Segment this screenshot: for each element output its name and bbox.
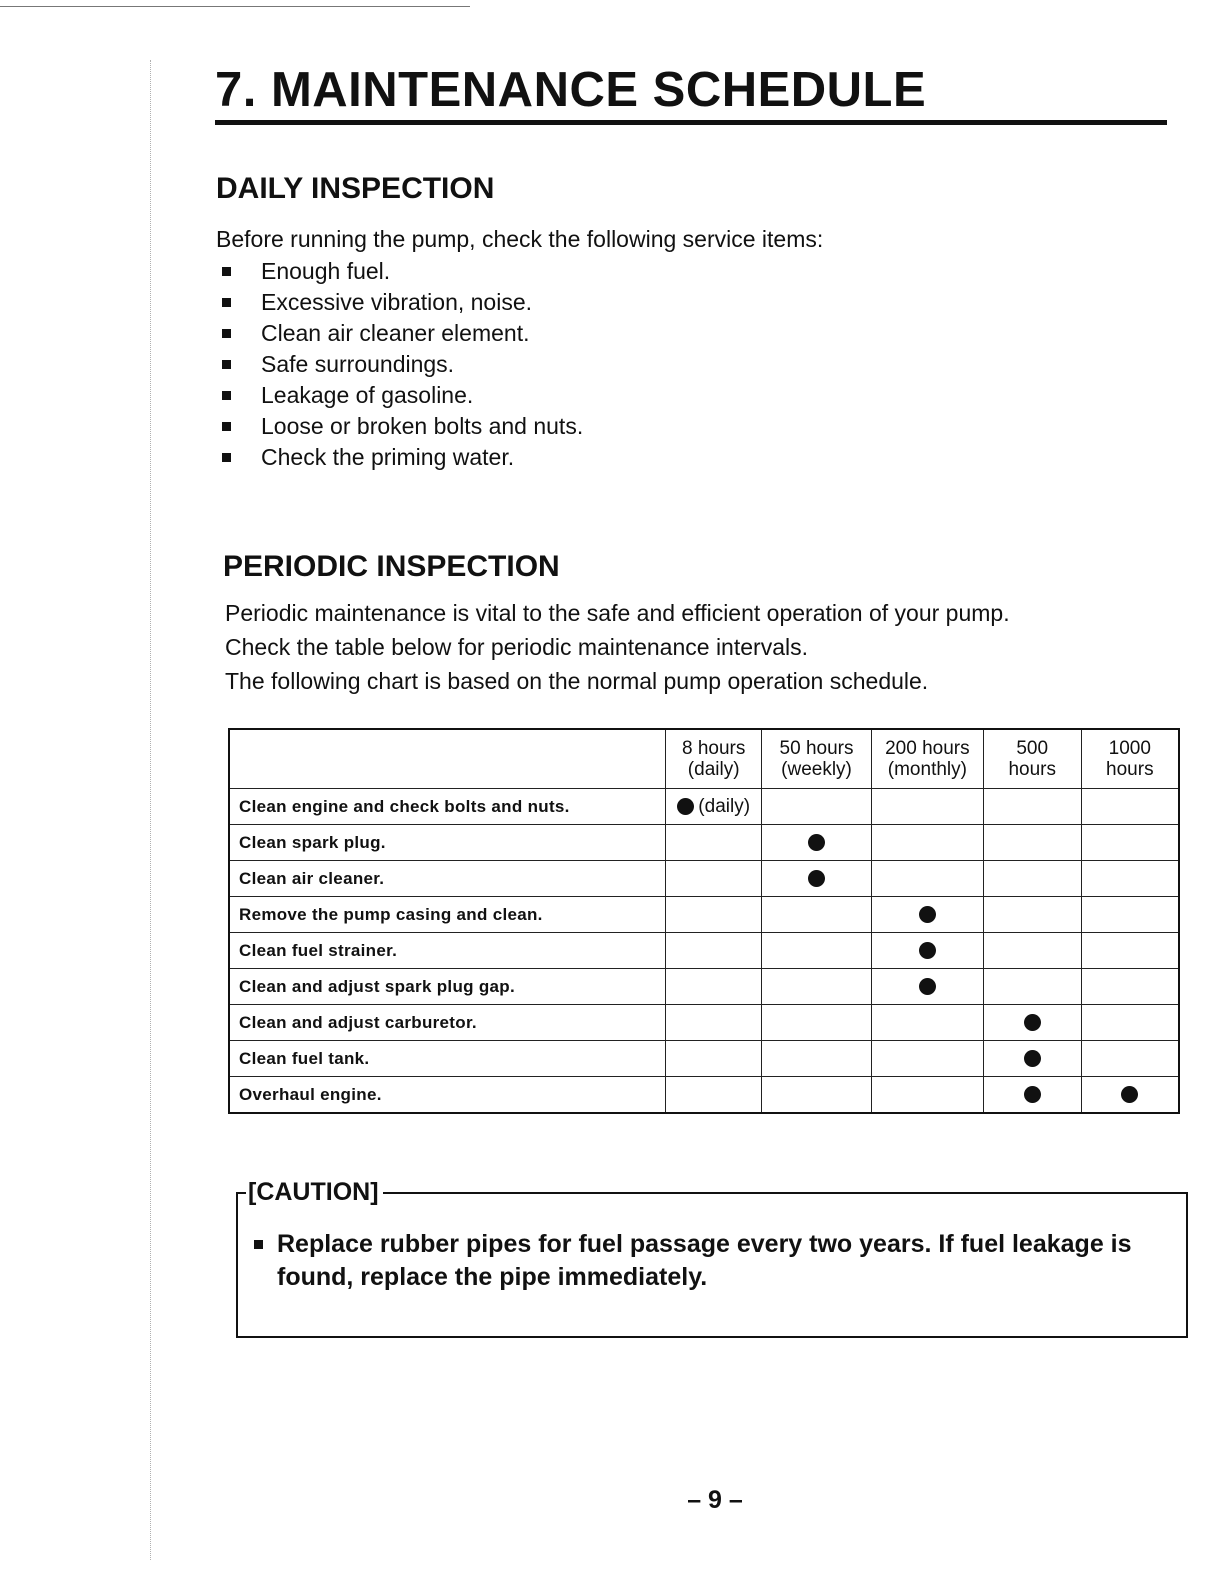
task-label: Remove the pump casing and clean. bbox=[229, 897, 666, 933]
check-dot-icon bbox=[808, 834, 825, 851]
interval-cell bbox=[762, 933, 872, 969]
interval-cell bbox=[871, 861, 983, 897]
list-item-text: Enough fuel. bbox=[261, 258, 391, 284]
table-header-interval: 200 hours (monthly) bbox=[871, 729, 983, 789]
list-item-text: Leakage of gasoline. bbox=[261, 382, 474, 408]
interval-cell bbox=[666, 861, 762, 897]
bullet-square-icon bbox=[222, 267, 231, 276]
check-dot-icon bbox=[919, 906, 936, 923]
task-label: Clean engine and check bolts and nuts. bbox=[229, 789, 666, 825]
scan-top-rule bbox=[0, 6, 470, 7]
check-dot-icon bbox=[808, 870, 825, 887]
list-item-text: Safe surroundings. bbox=[261, 351, 455, 377]
interval-cell bbox=[871, 1041, 983, 1077]
interval-cell bbox=[666, 1077, 762, 1114]
daily-inspection-list bbox=[218, 256, 583, 473]
check-dot-icon bbox=[1121, 1086, 1138, 1103]
table-row bbox=[229, 1041, 1179, 1077]
bullet-square-icon bbox=[222, 329, 231, 338]
caution-text: Replace rubber pipes for fuel passage every two years. If fuel leakage is found, replace the pipe immediately. bbox=[277, 1230, 1132, 1291]
interval-note: (daily) bbox=[698, 795, 751, 817]
list-item-text: Excessive vibration, noise. bbox=[261, 289, 533, 315]
interval-cell bbox=[983, 1041, 1081, 1077]
interval-cell bbox=[983, 825, 1081, 861]
interval-cell bbox=[1081, 1041, 1179, 1077]
check-dot-icon bbox=[1024, 1050, 1041, 1067]
interval-cell bbox=[666, 969, 762, 1005]
list-item-text: Loose or broken bolts and nuts. bbox=[261, 413, 584, 439]
task-label: Clean spark plug. bbox=[229, 825, 666, 861]
periodic-inspection-line-2: Check the table below for periodic maintenance intervals. bbox=[225, 634, 808, 660]
interval-cell bbox=[983, 1077, 1081, 1114]
interval-cell bbox=[762, 1041, 872, 1077]
list-item bbox=[218, 411, 583, 442]
interval-cell bbox=[871, 825, 983, 861]
check-dot-icon bbox=[919, 942, 936, 959]
table-row bbox=[229, 933, 1179, 969]
task-label: Overhaul engine. bbox=[229, 1077, 666, 1114]
interval-cell bbox=[983, 861, 1081, 897]
interval-cell bbox=[666, 825, 762, 861]
task-label: Clean and adjust carburetor. bbox=[229, 1005, 666, 1041]
interval-cell bbox=[762, 825, 872, 861]
interval-cell bbox=[1081, 1077, 1179, 1114]
table-row bbox=[229, 825, 1179, 861]
list-item bbox=[218, 349, 583, 380]
list-item bbox=[218, 256, 583, 287]
table-row bbox=[229, 1005, 1179, 1041]
interval-cell bbox=[762, 789, 872, 825]
list-item bbox=[218, 287, 583, 318]
table-header-task bbox=[229, 729, 666, 789]
periodic-inspection-heading: PERIODIC INSPECTION bbox=[223, 550, 560, 583]
interval-cell bbox=[762, 897, 872, 933]
interval-cell bbox=[871, 1077, 983, 1114]
daily-inspection-intro: Before running the pump, check the following service items: bbox=[216, 226, 824, 252]
list-item-text: Check the priming water. bbox=[261, 444, 515, 470]
interval-cell bbox=[871, 933, 983, 969]
interval-cell bbox=[666, 897, 762, 933]
interval-cell bbox=[1081, 1005, 1179, 1041]
table-row bbox=[229, 897, 1179, 933]
interval-cell bbox=[666, 933, 762, 969]
interval-cell bbox=[666, 789, 762, 825]
periodic-inspection-line-1: Periodic maintenance is vital to the safe and efficient operation of your pump. bbox=[225, 600, 1010, 626]
bullet-square-icon bbox=[222, 298, 231, 307]
page-number: – 9 – bbox=[687, 1486, 743, 1514]
table-header-row bbox=[229, 729, 1179, 789]
table-row bbox=[229, 789, 1179, 825]
check-dot-icon bbox=[1024, 1014, 1041, 1031]
table-header-interval: 500 hours bbox=[983, 729, 1081, 789]
bullet-square-icon bbox=[254, 1240, 263, 1249]
interval-cell bbox=[762, 861, 872, 897]
interval-cell bbox=[666, 1005, 762, 1041]
check-dot-icon bbox=[919, 978, 936, 995]
interval-cell bbox=[1081, 933, 1179, 969]
daily-inspection-heading: DAILY INSPECTION bbox=[216, 172, 495, 205]
bullet-square-icon bbox=[222, 422, 231, 431]
caution-label: [CAUTION] bbox=[246, 1178, 383, 1207]
periodic-inspection-line-3: The following chart is based on the normal pump operation schedule. bbox=[225, 668, 929, 694]
interval-cell bbox=[983, 969, 1081, 1005]
bullet-square-icon bbox=[222, 453, 231, 462]
task-label: Clean fuel strainer. bbox=[229, 933, 666, 969]
interval-cell bbox=[871, 789, 983, 825]
table-row bbox=[229, 861, 1179, 897]
bullet-square-icon bbox=[222, 360, 231, 369]
title-underline bbox=[215, 120, 1167, 125]
interval-cell bbox=[1081, 789, 1179, 825]
bullet-square-icon bbox=[222, 391, 231, 400]
interval-cell bbox=[871, 1005, 983, 1041]
caution-box bbox=[236, 1178, 1188, 1338]
table-header-interval: 1000 hours bbox=[1081, 729, 1179, 789]
maintenance-schedule-table bbox=[228, 728, 1180, 1114]
scan-left-edge bbox=[150, 60, 151, 1560]
interval-cell bbox=[762, 969, 872, 1005]
task-label: Clean and adjust spark plug gap. bbox=[229, 969, 666, 1005]
list-item bbox=[218, 442, 583, 473]
check-dot-icon bbox=[677, 798, 694, 815]
list-item bbox=[218, 380, 583, 411]
page-title: 7. MAINTENANCE SCHEDULE bbox=[215, 63, 927, 117]
list-item bbox=[218, 318, 583, 349]
interval-cell bbox=[983, 789, 1081, 825]
interval-cell bbox=[983, 897, 1081, 933]
interval-cell bbox=[1081, 897, 1179, 933]
table-row bbox=[229, 969, 1179, 1005]
table-header-interval: 8 hours (daily) bbox=[666, 729, 762, 789]
task-label: Clean air cleaner. bbox=[229, 861, 666, 897]
interval-cell bbox=[666, 1041, 762, 1077]
interval-cell bbox=[1081, 861, 1179, 897]
interval-cell bbox=[871, 897, 983, 933]
interval-cell bbox=[762, 1005, 872, 1041]
task-label: Clean fuel tank. bbox=[229, 1041, 666, 1077]
interval-cell bbox=[983, 1005, 1081, 1041]
interval-cell bbox=[762, 1077, 872, 1114]
table-header-interval: 50 hours (weekly) bbox=[762, 729, 872, 789]
caution-message bbox=[254, 1228, 1176, 1294]
list-item-text: Clean air cleaner element. bbox=[261, 320, 530, 346]
check-dot-icon bbox=[1024, 1086, 1041, 1103]
interval-cell bbox=[1081, 825, 1179, 861]
interval-cell bbox=[1081, 969, 1179, 1005]
interval-cell bbox=[871, 969, 983, 1005]
table-row bbox=[229, 1077, 1179, 1114]
interval-cell bbox=[983, 933, 1081, 969]
